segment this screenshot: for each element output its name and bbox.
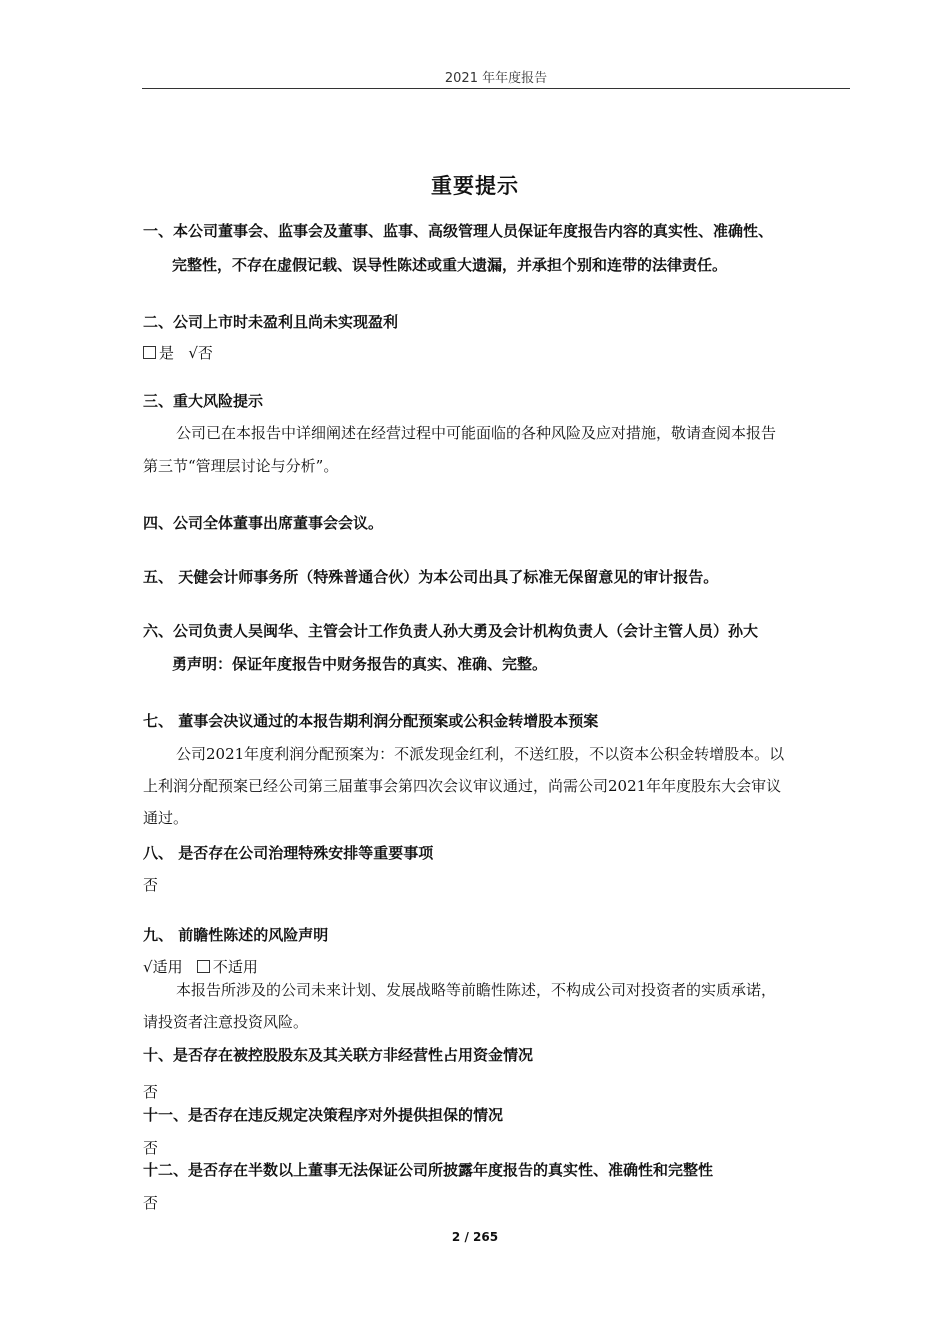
item-12-heading: 十二、是否存在半数以上董事无法保证公司所披露年度报告的真实性、准确性和完整性 xyxy=(143,1161,714,1179)
item-10-heading: 十、是否存在被控股股东及其关联方非经营性占用资金情况 xyxy=(143,1046,534,1064)
unchecked-box-icon xyxy=(197,960,210,973)
option-no: 否 xyxy=(197,344,213,362)
item-8-heading: 八、 是否存在公司治理特殊安排等重要事项 xyxy=(143,844,434,862)
item-7-line-2: 上利润分配预案已经公司第三届董事会第四次会议审议通过，尚需公司2021年年度股东大会审议 xyxy=(143,777,782,795)
page-number: 2 / 265 xyxy=(451,1230,499,1244)
item-4-heading: 四、公司全体董事出席董事会会议。 xyxy=(143,514,384,532)
item-3-heading: 三、重大风险提示 xyxy=(143,392,264,410)
running-header: 2021 年年度报告 xyxy=(444,71,548,86)
item-7-line-3: 通过。 xyxy=(143,809,189,827)
option-not-applicable: 不适用 xyxy=(212,958,258,976)
item-8-answer: 否 xyxy=(143,876,159,894)
check-mark-icon: √ xyxy=(188,344,198,362)
item-6-line-1: 六、公司负责人吴闽华、主管会计工作负责人孙大勇及会计机构负责人（会计主管人员）孙大 xyxy=(143,622,759,640)
item-11-answer: 否 xyxy=(143,1139,159,1157)
item-9-line-2: 请投资者注意投资风险。 xyxy=(143,1013,309,1031)
item-6-line-2: 勇声明：保证年度报告中财务报告的真实、准确、完整。 xyxy=(172,655,548,673)
check-mark-icon: √ xyxy=(143,958,153,976)
item-11-heading: 十一、是否存在违反规定决策程序对外提供担保的情况 xyxy=(143,1106,504,1124)
item-7-line-1: 公司2021年度利润分配预案为：不派发现金红利，不送红股，不以资本公积金转增股本。以 xyxy=(176,745,785,763)
header-rule xyxy=(142,88,850,89)
item-10-answer: 否 xyxy=(143,1083,159,1101)
item-12-answer: 否 xyxy=(143,1194,159,1212)
option-yes: 是 xyxy=(159,344,175,362)
unchecked-box-icon xyxy=(143,346,156,359)
option-applicable: 适用 xyxy=(152,958,183,976)
item-9-heading: 九、 前瞻性陈述的风险声明 xyxy=(143,926,329,944)
item-3-line-1: 公司已在本报告中详细阐述在经营过程中可能面临的各种风险及应对措施，敬请查阅本报告 xyxy=(176,424,777,442)
item-3-line-2: 第三节“管理层讨论与分析”。 xyxy=(143,457,339,475)
item-2-heading: 二、公司上市时未盈利且尚未实现盈利 xyxy=(143,313,399,331)
item-9-options xyxy=(143,957,258,977)
item-9-line-1: 本报告所涉及的公司未来计划、发展战略等前瞻性陈述，不构成公司对投资者的实质承诺， xyxy=(176,981,777,999)
item-7-heading: 七、 董事会决议通过的本报告期利润分配预案或公积金转增股本预案 xyxy=(143,712,599,730)
item-2-options xyxy=(143,343,213,363)
item-1-line-1: 一、本公司董事会、监事会及董事、监事、高级管理人员保证年度报告内容的真实性、准确性、 xyxy=(143,222,774,240)
page-title: 重要提示 xyxy=(431,174,519,198)
item-5-heading: 五、 天健会计师事务所（特殊普通合伙）为本公司出具了标准无保留意见的审计报告。 xyxy=(143,568,719,586)
item-1-line-2: 完整性，不存在虚假记载、误导性陈述或重大遗漏，并承担个别和连带的法律责任。 xyxy=(172,256,728,274)
